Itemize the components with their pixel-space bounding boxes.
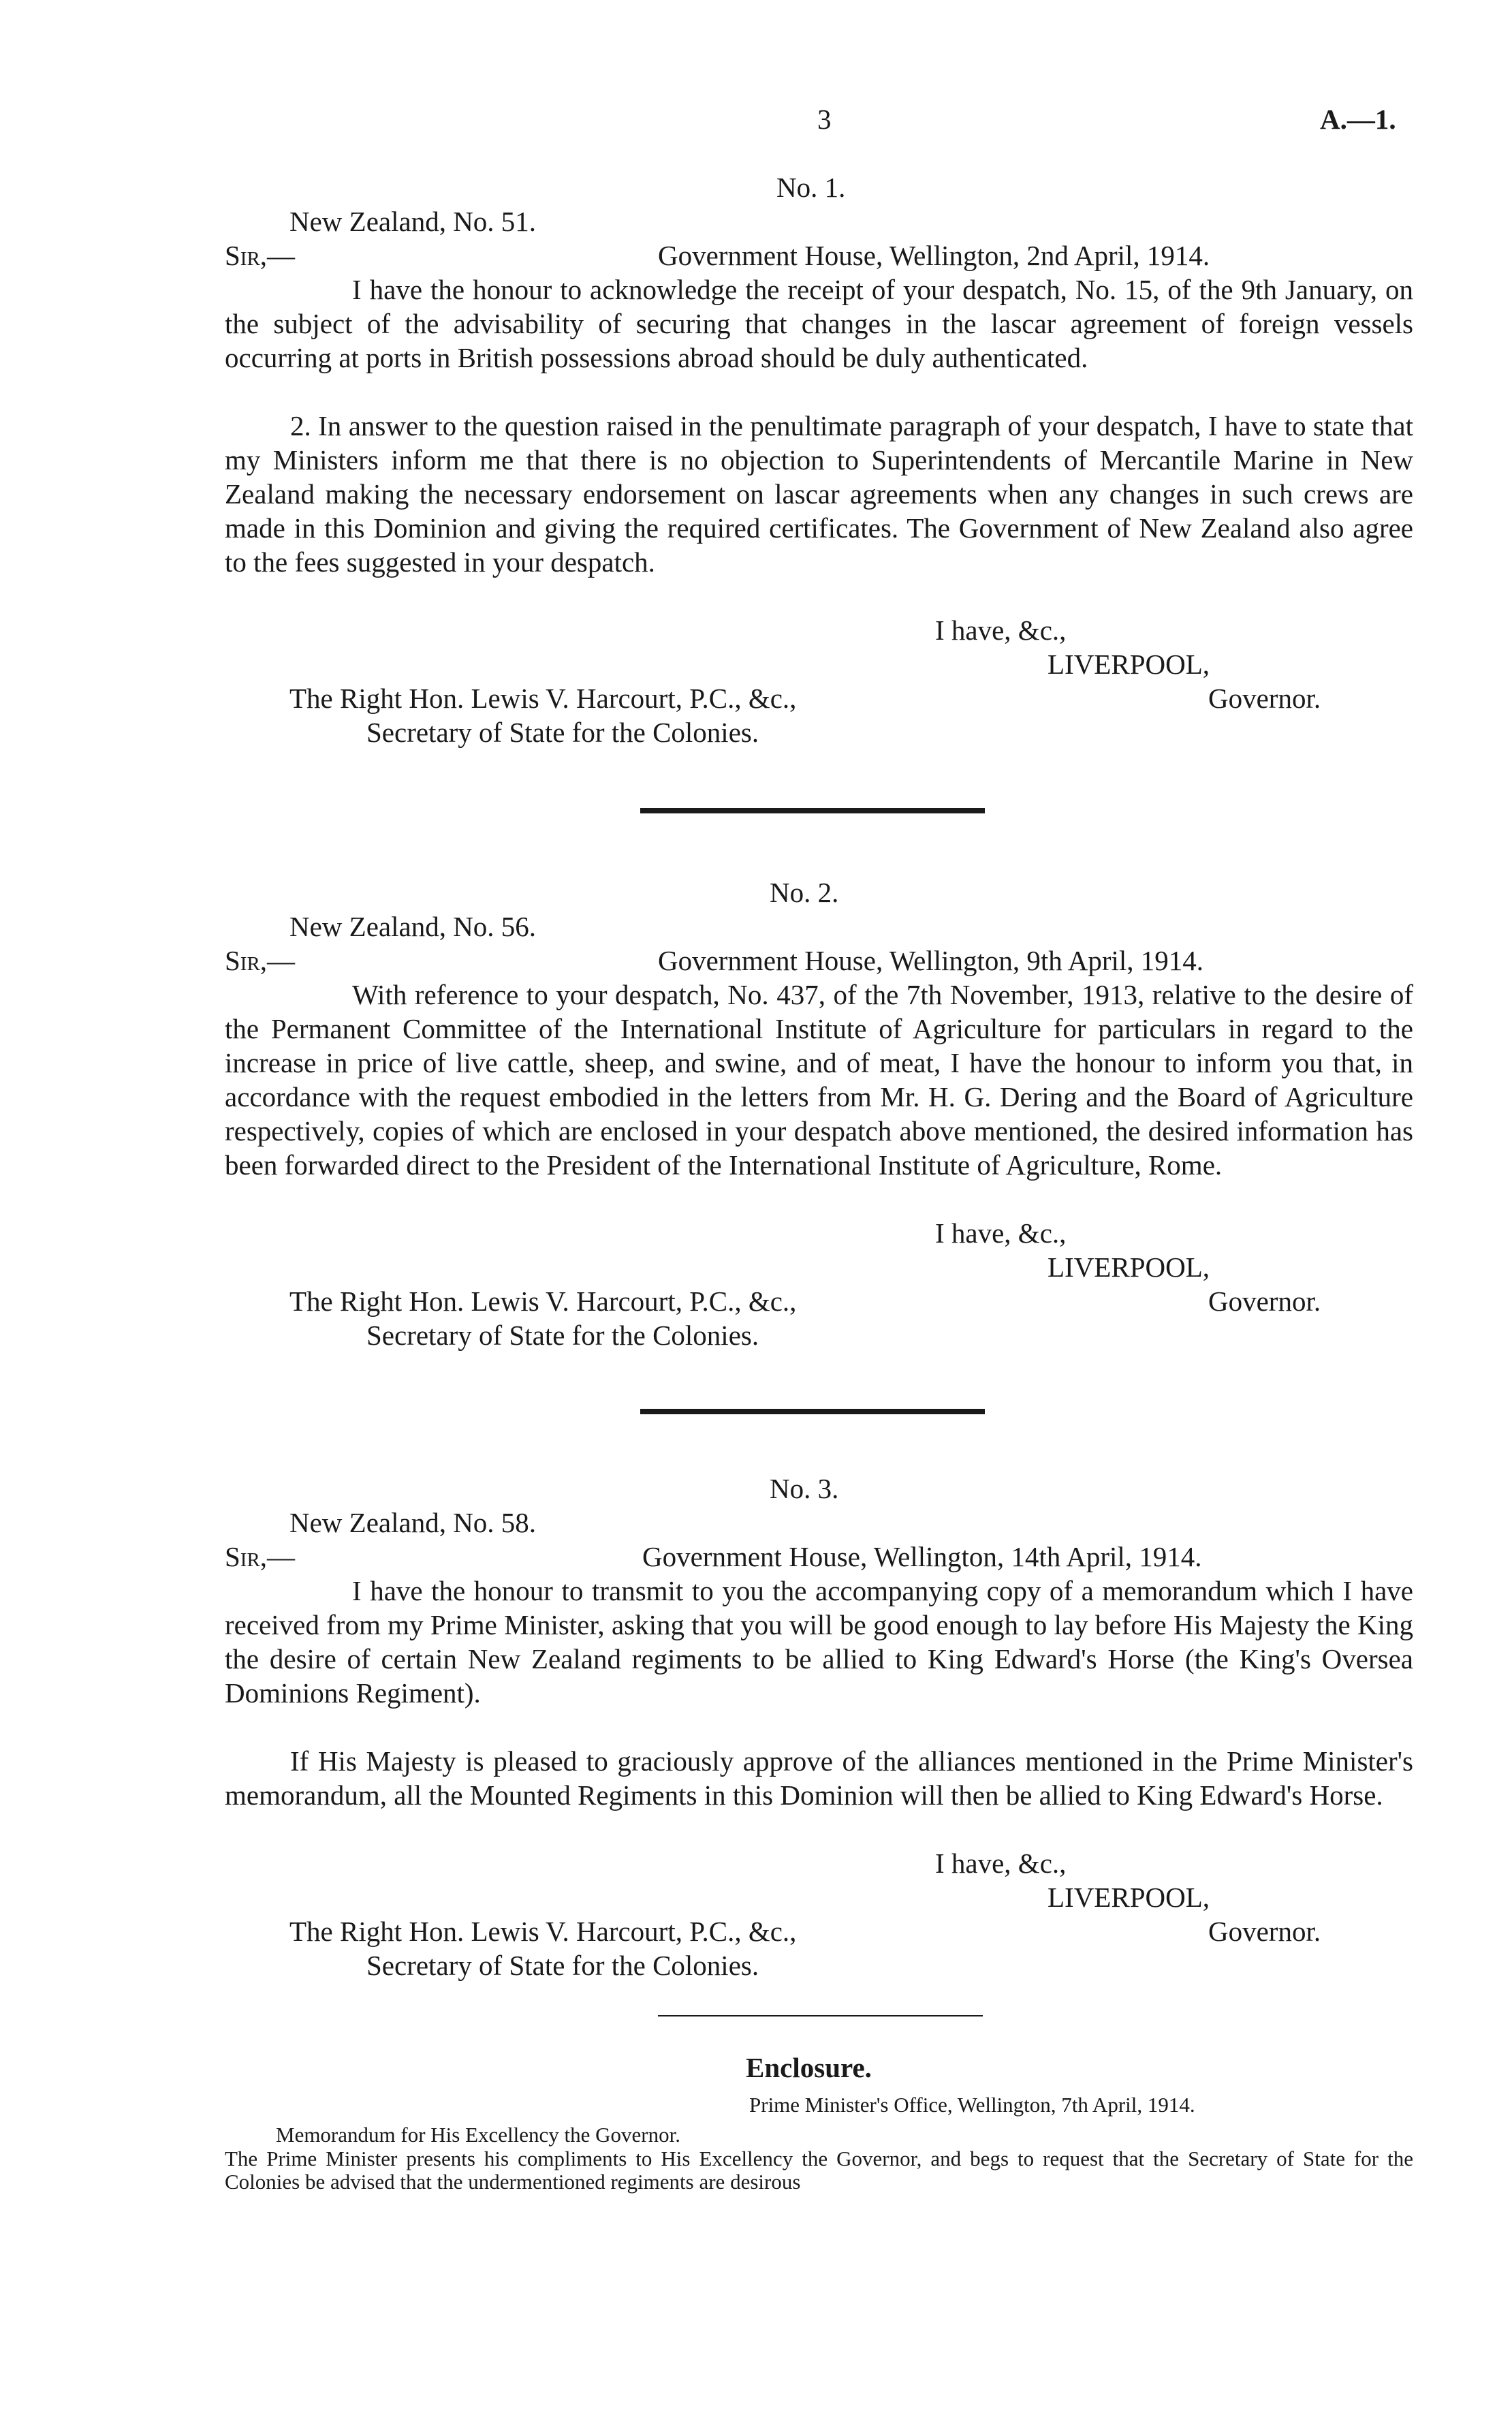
letter-3-address: Government House, Wellington, 14th April, 1914. <box>642 1541 1202 1572</box>
page-number: 3 <box>817 104 832 135</box>
enclosure-address: Prime Minister's Office, Wellington, 7th April, 1914. <box>749 2093 1195 2117</box>
letter-1-closing: I have, &c., <box>935 614 1067 646</box>
letter-2-closing: I have, &c., <box>935 1217 1067 1249</box>
letter-3-signature: LIVERPOOL, <box>1048 1882 1210 1913</box>
memo-body: The Prime Minister presents his compliments to His Excellency the Governor, and begs to request that the Secretary of State for the Colonies be advised that the undermentioned regiments are desirous <box>225 2147 1413 2194</box>
letter-1-number: No. 1. <box>776 172 846 203</box>
letter-2-number: No. 2. <box>770 877 839 908</box>
letter-3-title: Governor. <box>1208 1916 1321 1947</box>
letter-3-recipient-title: Secretary of State for the Colonies. <box>366 1950 759 1981</box>
letter-3-salutation: Sir,— <box>225 1541 296 1572</box>
letter-2-recipient-title: Secretary of State for the Colonies. <box>366 1320 759 1351</box>
letter-2-reference: New Zealand, No. 56. <box>289 911 537 942</box>
document-reference: A.—1. <box>1320 104 1396 135</box>
letter-3-recipient: The Right Hon. Lewis V. Harcourt, P.C., &c., <box>289 1916 797 1947</box>
letter-1-title: Governor. <box>1208 683 1321 714</box>
section-divider <box>658 2015 983 2016</box>
letter-2-recipient: The Right Hon. Lewis V. Harcourt, P.C., &c., <box>289 1286 797 1317</box>
letter-3-paragraph-2: If His Majesty is pleased to graciously approve of the alliances mentioned in the Prime Minister's memorandum, all the Mounted Regiments in this Dominion will then be allied to King Edward's Horse. <box>225 1745 1413 1811</box>
letter-3-closing: I have, &c., <box>935 1848 1067 1879</box>
letter-2-title: Governor. <box>1208 1286 1321 1317</box>
enclosure-heading: Enclosure. <box>746 2052 872 2083</box>
letter-2-paragraph-1: With reference to your despatch, No. 437, of the 7th November, 1913, relative to the desire of the Permanent Committee of the International Institute of Agriculture for particulars in regard to the increase in price of live cattle, sheep, and swine, and of meat, I have the honour to inform you that, in accordance with the request embodied in the letters from Mr. H. G. Dering and the Board of Agriculture respectively, copies of which are enclosed in your despatch above mentioned, the desired information has been forwarded direct to the President of the International Institute of Agriculture, Rome. <box>225 979 1413 1181</box>
letter-2-address: Government House, Wellington, 9th April, 1914. <box>658 945 1204 976</box>
letter-1-salutation: Sir,— <box>225 240 296 271</box>
letter-1-recipient: The Right Hon. Lewis V. Harcourt, P.C., &c., <box>289 683 797 714</box>
letter-3-paragraph-1: I have the honour to transmit to you the accompanying copy of a memorandum which I have received from my Prime Minister, asking that you will be good enough to lay before His Majesty the King the desire of certain New Zealand regiments to be allied to King Edward's Horse (the King's Oversea Dominions Regiment). <box>225 1575 1413 1709</box>
section-divider <box>640 1409 985 1414</box>
memo-title: Memorandum for His Excellency the Governor. <box>276 2123 680 2147</box>
section-divider <box>640 808 985 813</box>
letter-3-reference: New Zealand, No. 58. <box>289 1507 537 1538</box>
letter-1-signature: LIVERPOOL, <box>1048 649 1210 680</box>
letter-2-signature: LIVERPOOL, <box>1048 1251 1210 1283</box>
letter-1-paragraph-1: I have the honour to acknowledge the receipt of your despatch, No. 15, of the 9th January, on the subject of the advisability of securing that changes in the lascar agreement of foreign vessels occurring at ports in British possessions abroad should be duly authenticated. <box>225 274 1413 373</box>
letter-1-address: Government House, Wellington, 2nd April, 1914. <box>658 240 1210 271</box>
letter-2-salutation: Sir,— <box>225 945 296 976</box>
letter-1-reference: New Zealand, No. 51. <box>289 206 537 237</box>
letter-3-number: No. 3. <box>770 1473 839 1504</box>
letter-1-paragraph-2: 2. In answer to the question raised in the penultimate paragraph of your despatch, I have to state that my Ministers inform me that there is no objection to Superintendents of Mercantile Marine in New Zealand making the necessary endorsement on lascar agreements when any changes in such crews are made in this Dominion and giving the required certificates. The Government of New Zealand also agree to the fees suggested in your despatch. <box>225 410 1413 578</box>
letter-1-recipient-title: Secretary of State for the Colonies. <box>366 717 759 748</box>
